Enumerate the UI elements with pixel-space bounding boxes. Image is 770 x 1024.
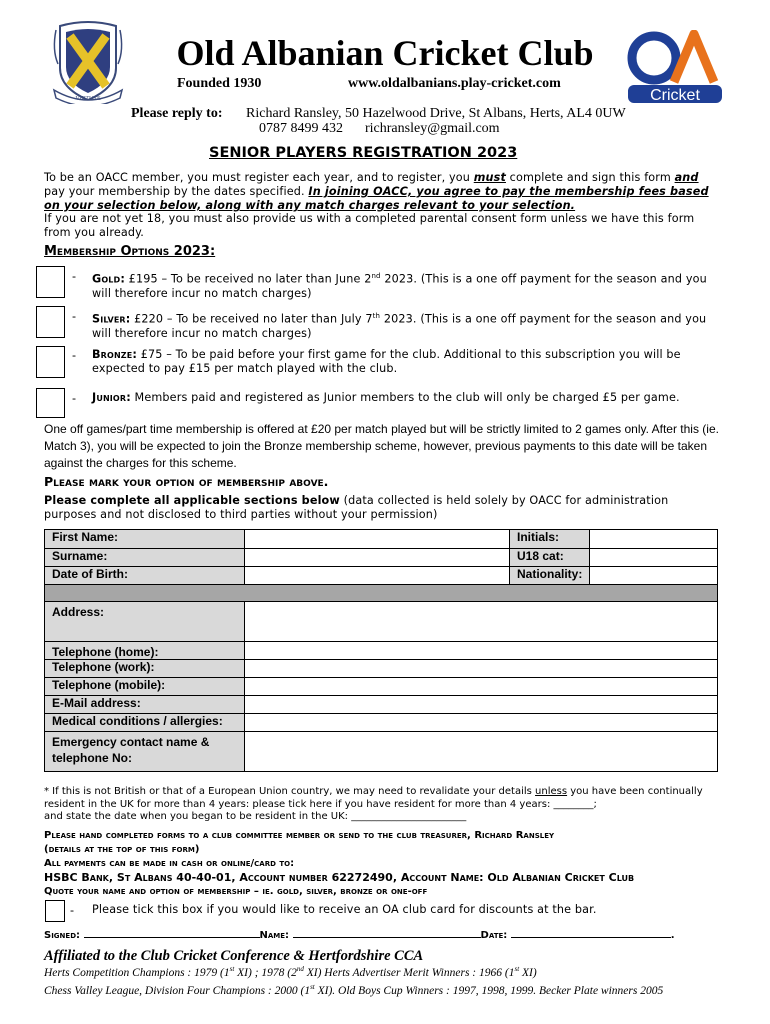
registration-form-table [44,529,718,772]
dob-field[interactable] [245,567,510,585]
club-card-checkbox[interactable] [45,900,65,922]
bronze-checkbox[interactable] [36,346,65,378]
u18-label: U18 cat: [510,549,590,567]
reply-label: Please reply to: [131,106,223,121]
address-label: Address: [45,602,245,642]
crest-motto: VIRTUTE [75,96,101,102]
emergency-contact-field[interactable] [245,732,718,772]
reply-address: Richard Ransley, 50 Hazelwood Drive, St Albans, Herts, AL4 0UW [246,106,626,121]
gold-checkbox[interactable] [36,266,65,298]
initials-label: Initials: [510,530,590,549]
first-name-label: First Name: [45,530,245,549]
club-title: Old Albanian Cricket Club [176,33,594,73]
honours-herts: Herts Competition Champions : 1979 (1st XI) ; 1978 (2nd XI) Herts Advertiser Merit Winners : 1966 (1st XI) [44,965,537,979]
bank-details-line: HSBC Bank, St Albans 40-40-01, Account number 62272490, Account Name: Old Albanian Cricket Club [44,871,635,884]
affiliation: Affiliated to the Club Cricket Conference & Hertfordshire CCA [44,948,424,964]
details-line: (details at the top of this form) [44,844,200,855]
under18-note: If you are not yet 18, you must also provide us with a completed parental consent form unless we have this form from you already. [44,212,695,239]
nationality-label: Nationality: [510,567,590,585]
oa-cricket-logo [624,30,724,106]
reply-phone: 0787 8499 432 [259,121,343,136]
residency-footnote: * If this is not British or that of a European Union country, we may need to revalidate your details unless you have been continually resident in the UK for more than 4 years: please tick here if you have resident for more than 4 years: ________; and state the date when you began to be resident in the UK: _______________________ [44,786,703,822]
logo-subtext: Cricket [650,87,700,104]
hand-forms-line: Please hand completed forms to a club committee member or send to the club treasurer, Richard Ransley [44,830,555,841]
mark-option-heading: Please mark your option of membership above. [44,474,329,489]
dash: - [72,392,77,405]
date-field[interactable] [511,937,671,938]
dash: - [72,270,77,283]
founded-text: Founded 1930 [177,76,262,91]
tel-work-field[interactable] [245,660,718,678]
date-label: Date: [480,930,508,941]
dash: - [70,904,75,917]
tel-mobile-field[interactable] [245,678,718,696]
tel-home-label: Telephone (home): [45,642,245,660]
tel-work-label: Telephone (work): [45,660,245,678]
honours-chess-valley: Chess Valley League, Division Four Champions : 2000 (1st XI). Old Boys Cup Winners : 1997, 1998, 1999. Becker Plate winners 2005 [44,983,664,997]
junior-checkbox[interactable] [36,388,65,418]
initials-field[interactable] [590,530,718,549]
payment-instructions [44,829,734,899]
logo-text: OA [624,30,626,31]
address-field[interactable] [245,602,718,642]
gold-option-text: Gold: £195 – To be received no later than June 2nd 2023. (This is a one off payment for the season and you will therefore incur no match charges) [92,272,707,300]
dash: - [72,310,77,323]
membership-heading: Membership Options 2023: [44,244,216,259]
emergency-contact-label: Emergency contact name & telephone No: [45,732,245,772]
nationality-field[interactable] [590,567,718,585]
signed-field[interactable] [84,937,260,938]
form-title: SENIOR PLAYERS REGISTRATION 2023 [209,145,518,161]
tel-home-field[interactable] [245,642,718,660]
bronze-option-text: Bronze: £75 – To be paid before your first game for the club. Additional to this subscription you will be expected to pay £15 per match played with the club. [92,348,681,375]
signature-line: Signed: Name: Date: . [44,930,675,941]
club-card-text: Please tick this box if you would like to receive an OA club card for discounts at the bar. [92,903,597,916]
payments-line: All payments can be made in cash or online/card to: [44,858,295,869]
silver-checkbox[interactable] [36,306,65,338]
name-field[interactable] [293,937,481,938]
email-field[interactable] [245,696,718,714]
name-label: Name: [259,930,290,941]
intro-paragraph: To be an OACC member, you must register each year, and to register, you must complete and sign this form and pay your membership by the dates specified. In joining OACC, you agree to pay the membership fees based on your selection below, along with any match charges relevant to your selection. [44,171,709,212]
first-name-field[interactable] [245,530,510,549]
medical-label: Medical conditions / allergies: [45,714,245,732]
quote-line: Quote your name and option of membership – ie. gold, silver, bronze or one-off [44,886,428,897]
junior-option-text: Junior: Members paid and registered as Junior members to the club will only be charged £5 per game. [92,391,680,404]
u18-field[interactable] [590,549,718,567]
dash: - [72,349,77,362]
email-label: E-Mail address: [45,696,245,714]
reply-email[interactable]: richransley@gmail.com [365,121,500,136]
dob-label: Date of Birth: [45,567,245,585]
sections-note: Please complete all applicable sections below (data collected is held solely by OACC for administration purposes and not disclosed to third parties without your permission) [44,494,669,521]
medical-field[interactable] [245,714,718,732]
website-link[interactable]: www.oldalbanians.play-cricket.com [348,76,561,91]
surname-field[interactable] [245,549,510,567]
club-crest [50,20,126,104]
signed-label: Signed: [44,930,81,941]
one-off-note: One off games/part time membership is offered at £20 per match played but will be strictly limited to 2 games only. After this (ie. Match 3), you will be expected to join the Bronze membership scheme, however, previous payments to this date will be taken against the charges for this scheme. [44,422,719,470]
tel-mobile-label: Telephone (mobile): [45,678,245,696]
silver-option-text: Silver: £220 – To be received no later than July 7th 2023. (This is a one off payment for the season and you will therefore incur no match charges) [92,312,707,340]
separator-row [45,585,718,602]
surname-label: Surname: [45,549,245,567]
